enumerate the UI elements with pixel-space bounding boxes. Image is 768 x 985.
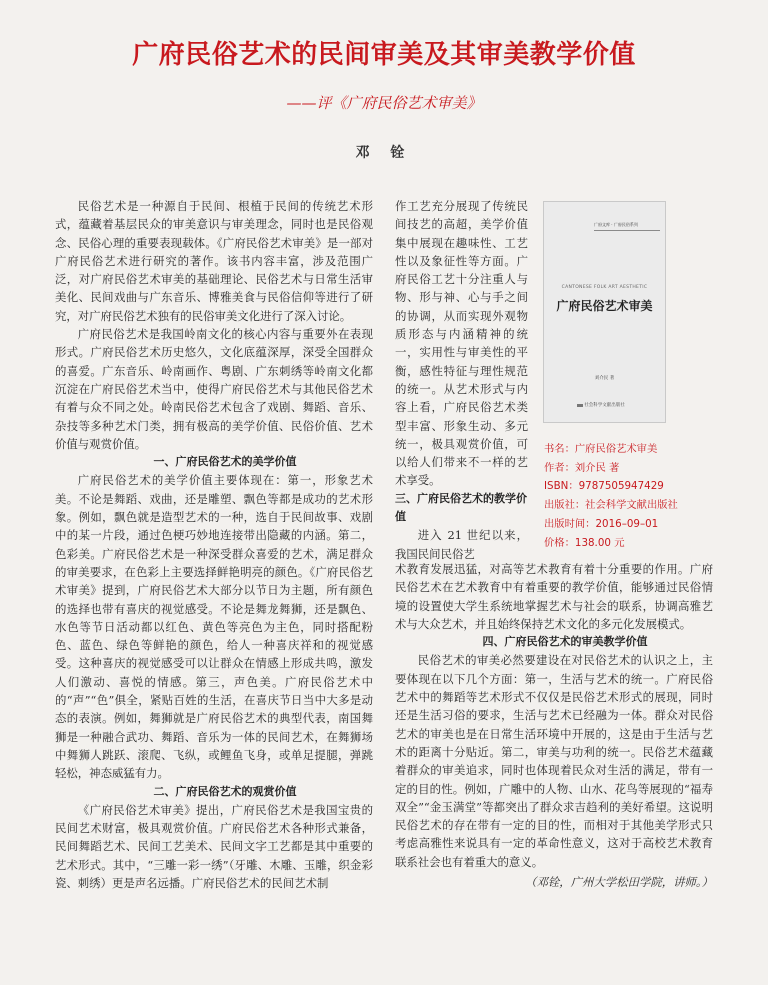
paragraph-aesthetic-teaching: 民俗艺术的审美必然要建设在对民俗艺术的认识之上，主要体现在以下几个方面：第一，生活与艺术的统一。广府民俗艺术中的舞蹈等艺术形式不仅仅是民俗艺术形式的展现，同时还是生活习俗的要求，生活与艺术已经融为一体。群众对民俗艺术的审美也是在日常生活环境中开展的，这是由于生活与艺术的距离十分贴近。第二，审美与功利的统一。民俗艺术蕴藏着群众的审美追求，同时也体现着民众对生活的满足，带有一定的目的性。例如，广雕中的人物、山水、花鸟等展现的“福寿双全”“金玉满堂”等都突出了群众求吉趋利的美好希望。这说明民俗艺术的存在带有一定的目的性，而相对于其他美学形式只考虑高雅性来说具有一定的革命性意义，这对于高校艺术教育联系社会也有着重大的意义。 — [395, 653, 713, 869]
paragraph-ornamental: 《广府民俗艺术审美》提出，广府民俗艺术是我国宝贵的民间艺术财富，极具观赏价值。广府民俗艺术各种形式兼备，民间舞蹈艺术、民间工艺美术、民间文字工艺都是其中重要的艺术形式。其中，“三雕一彩一绣”（牙雕、木雕、玉雕，织金彩瓷、刺绣）更是声名远播。广府民俗艺术的民间艺术制 — [55, 802, 373, 890]
author-signature: （邓铨，广州大学松田学院，讲师。） — [525, 875, 713, 890]
book-info-price: 价格：138.00 元 — [544, 536, 625, 549]
article-subtitle: ——评《广府民俗艺术审美》 — [286, 94, 482, 112]
article-author: 邓 铨 — [355, 145, 413, 161]
paragraph-teaching-rest: 术教育发展迅猛，对高等艺术教育有着十分重要的作用。广府民俗艺术在艺术教育中有着重要的教学价值，能够通过民俗情境的设置使大学生系统地掌握艺术与社会的联系，协调高雅艺术与大众艺术，并且始终保持艺术文化的多元化发展模式。 — [395, 562, 713, 631]
cover-author: 刘介民 著 — [594, 376, 615, 381]
paragraph-craft-continued: 作工艺充分展现了传统民间技艺的高超，美学价值集中展现在趣味性、工艺性以及象征性等方面。广府民俗工艺十分注重人与物、形与神、心与手之间的协调，从而实现外观物质形态与内涵精神的统一，实用性与审美性的平衡，感性特征与理性规范的统一。从艺术形式与内容上看，广府民俗艺术类型丰富、形象生动、多元统一，极具观赏价值，可以给人们带来不一样的艺术享受。 — [395, 199, 528, 488]
cover-english-title: CANTONESE FOLK ART AESTHETIC — [561, 285, 648, 290]
section-heading-ornamental: 二、广府民俗艺术的观赏价值 — [153, 784, 297, 798]
right-narrow-column — [395, 197, 528, 563]
article-title: 广府民俗艺术的民间审美及其审美教学价值 — [132, 40, 636, 70]
book-info-isbn: ISBN：9787505947429 — [544, 480, 664, 493]
paragraph-intro: 民俗艺术是一种源自于民间、根植于民间的传统艺术形式，蕴藏着基层民众的审美意识与审美理念，同时也是民俗观念、民俗心理的重要表现载体。《广府民俗艺术审美》是一部对广府民俗艺术进行研究的著作。该书内容丰富，涉及范围广泛，对广府民俗艺术审美的基础理论、民俗艺术与日常生活审美化、民间戏曲与广东音乐、博雅美食与民俗信仰等进行了研究，对广府民俗艺术独有的民俗审美文化进行了深入讨论。 — [55, 199, 373, 323]
left-column — [55, 197, 373, 892]
right-column — [395, 560, 713, 891]
section-heading-teaching: 三、广府民俗艺术的教学价值 — [395, 491, 527, 524]
paragraph-lingnan: 广府民俗艺术是我国岭南文化的核心内容与重要外在表现形式。广府民俗艺术历史悠久，文化底蕴深厚，深受全国群众的喜爱。广东音乐、岭南画作、粤剧、广东刺绣等岭南文化都沉淀在广府民俗艺术当中，使得广府民俗艺术与其他民俗艺术有着与众不同之处。岭南民俗艺术包含了戏剧、舞蹈、音乐、杂技等多种艺术门类，拥有极高的美学价值、民俗价值、艺术价值与观赏价值。 — [55, 327, 373, 451]
book-info-date: 出版时间：2016–09–01 — [544, 517, 659, 530]
book-cover-image — [543, 201, 666, 423]
section-heading-aesthetic-teaching: 四、广府民俗艺术的审美教学价值 — [482, 635, 648, 649]
book-info-publisher: 出版社：社会科学文献出版社 — [544, 499, 678, 512]
paragraph-aesthetic: 广府民俗艺术的美学价值主要体现在：第一，形象艺术美。不论是舞蹈、戏曲，还是雕塑、飘色等都是成功的艺术形象。例如，飘色就是造型艺术的一种，选自于民间故事、戏剧中的某一片段，通过色梗巧妙地连接带出隐藏的内涵。第二，色彩美。广府民俗艺术是一种深受群众喜爱的艺术，满足群众的审美要求，在色彩上主要选择鲜艳明亮的颜色。《广府民俗艺术审美》提到，广府民俗艺术大部分以节日为主题，所有颜色的选择也带有喜庆的视觉感受。不论是舞龙舞狮，还是飘色、水色等节日活动都以红色、黄色等亮色为主色，同时搭配粉色、蓝色、绿色等鲜艳的颜色，给人一种喜庆祥和的视觉感受。这种喜庆的视觉感受可以让群众在情感上形成共鸣，激发人们激动、喜悦的情感。第三，声色美。广府民俗艺术中的“声”“色”俱全，紧贴百姓的生活，在喜庆节日当中大多是动态的表演。例如，舞狮就是广府民俗艺术的典型代表，南国舞狮是一种融合武功、舞蹈、音乐为一体的民间艺术，在舞狮场中舞狮人跳跃、滚爬、飞纵，或鲤鱼飞身，或单足提腿，弹跳轻松，神态威猛有力。 — [55, 473, 373, 781]
cover-divider — [594, 230, 660, 231]
paragraph-teaching-start: 进入 21 世纪以来，我国民间民俗艺 — [395, 528, 528, 561]
cover-publisher: 社会科学文献出版社 — [584, 403, 625, 408]
section-heading-aesthetic: 一、广府民俗艺术的美学价值 — [153, 455, 297, 469]
book-info — [544, 440, 724, 552]
cover-title: 广府民俗艺术审美 — [556, 299, 653, 313]
book-info-name: 书名：广府民俗艺术审美 — [544, 443, 658, 455]
cover-series-label: 广府文库 · 广府民俗系列 — [594, 222, 638, 227]
book-info-author: 作者：刘介民 著 — [544, 461, 620, 474]
